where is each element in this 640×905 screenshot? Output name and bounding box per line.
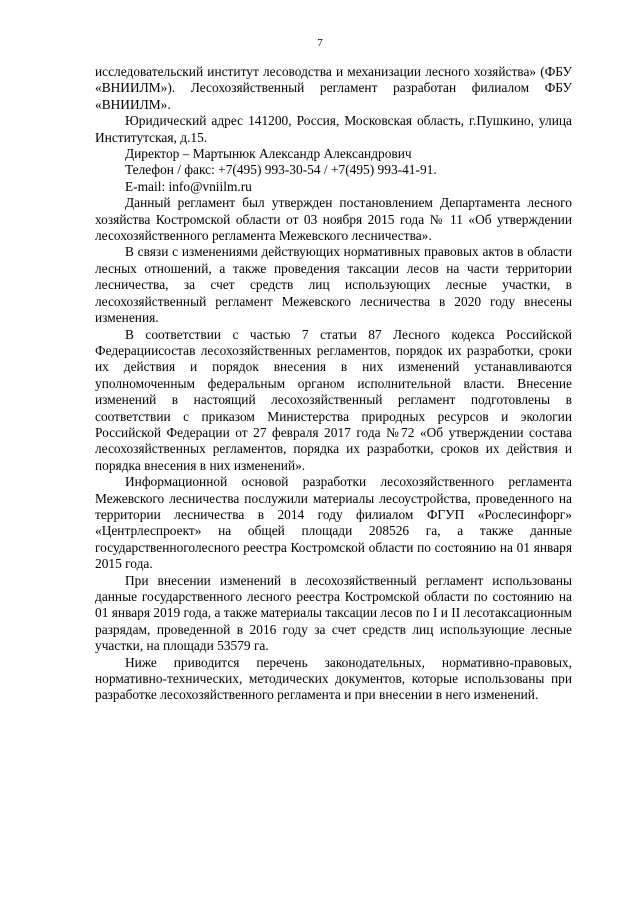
- paragraph-director: Директор – Мартынюк Александр Александрович: [125, 146, 412, 162]
- paragraph-changes-2020: В связи с изменениями действующих нормативных правовых актов в области лесных отношений, а также проведения таксации лесов на части территории лесничества, за счет средств лиц использующих лесные участки, в лесохозяйственный регламент Межевского лесничества в 2020 году внесены изменения.: [95, 244, 572, 326]
- document-body: [95, 64, 572, 704]
- page-number: 7: [317, 37, 323, 49]
- paragraph-approval: Данный регламент был утвержден постановлением Департамента лесного хозяйства Костромской области от 03 ноября 2015 года № 11 «Об утверждении лесохозяйственного регламента Межевского лесничества».: [95, 195, 572, 244]
- paragraph-data-used: При внесении изменений в лесохозяйственный регламент использованы данные государственного лесного реестра Костромской области по состоянию на 01 января 2019 года, а также материалы таксации лесов по I и II лесотаксационным разрядам, проведенной в 2016 году за счет средств лиц использующие лесные участки, на площади 53579 га.: [95, 572, 572, 654]
- paragraph-documents-list-intro: Ниже приводится перечень законодательных, нормативно-правовых, нормативно-технических, методических документов, которые использованы при разработке лесохозяйственного регламента и при внесении в него изменений.: [95, 654, 572, 703]
- paragraph-information-basis: Информационной основой разработки лесохозяйственного регламента Межевского лесничества послужили материалы лесоустройства, проведенного на территории лесничества в 2014 году филиалом ФГУП «Рослесинфорг» «Центрлеспроект» на общей площади 208526 га, а также данные государственноголесного реестра Костромской области по состоянию на 01 января 2015 года.: [95, 474, 572, 572]
- paragraph-forest-code: В соответствии с частью 7 статьи 87 Лесного кодекса Российской Федерациисостав лесохозяйственных регламентов, порядок их разработки, сроки их действия и порядок внесения в них изменений устанавливаются уполномоченным федеральным органом исполнительной власти. Внесение изменений в настоящий лесохозяйственный регламент подготовлены в соответствии с приказом Министерства природных ресурсов и экологии Российской Федерации от 27 февраля 2017 года №72 «Об утверждении состава лесохозяйственных регламентов, порядка их разработки, сроков их действия и порядка внесения в них изменений».: [95, 326, 572, 473]
- paragraph-email: E-mail: info@vniilm.ru: [125, 178, 252, 194]
- paragraph-phone-fax: Телефон / факс: +7(495) 993-30-54 / +7(495) 993-41-91.: [125, 162, 437, 178]
- paragraph-institute-name: исследовательский институт лесоводства и механизации лесного хозяйства» (ФБУ «ВНИИЛМ»). Лесохозяйственный регламент разработан филиалом ФБУ «ВНИИЛМ».: [95, 64, 572, 112]
- paragraph-legal-address: Юридический адрес 141200, Россия, Московская область, г.Пушкино, улица Институтская, д.15.: [95, 113, 572, 145]
